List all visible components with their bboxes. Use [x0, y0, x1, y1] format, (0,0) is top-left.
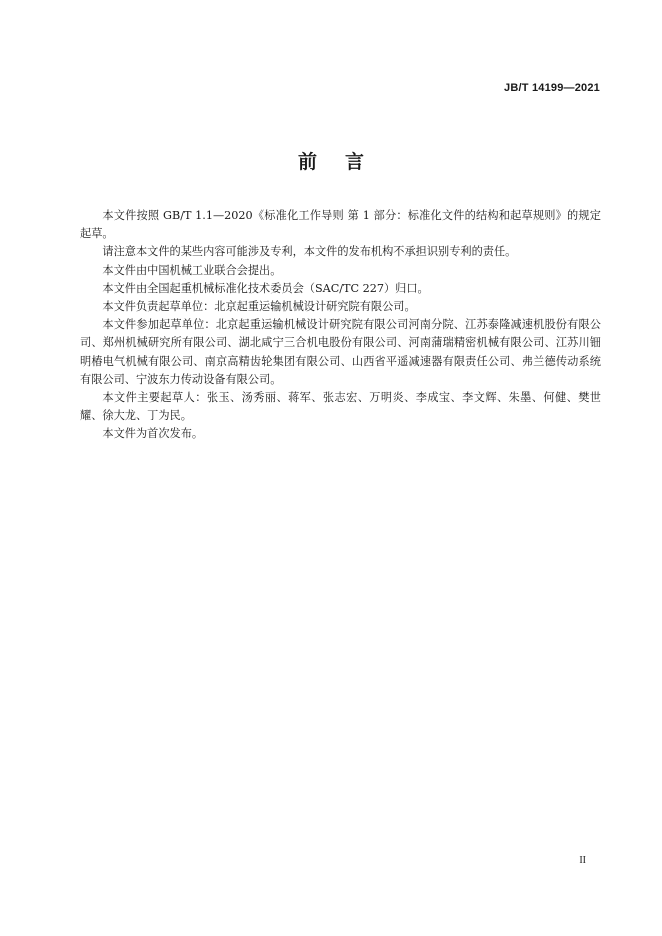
paragraph-first-publication: 本文件为首次发布。 [102, 427, 204, 441]
paragraph-drafting-rules: 本文件按照 GB/T 1.1—2020《标准化工作导则 第 1 部分：标准化文件的结构和起草规则》的规定起草。 [80, 209, 601, 241]
paragraph-main-drafters: 本文件主要起草人：张玉、汤秀丽、蒋军、张志宏、万明炎、李成宝、李文辉、朱墨、何健、樊世耀、徐大龙、丁为民。 [80, 391, 601, 423]
paragraph-proposer: 本文件由中国机械工业联合会提出。 [102, 263, 282, 277]
paragraph-lead-drafter: 本文件负责起草单位：北京起重运输机械设计研究院有限公司。 [102, 300, 416, 314]
standard-code: JB/T 14199—2021 [504, 82, 600, 94]
paragraph-technical-committee: 本文件由全国起重机械标准化技术委员会（SAC/TC 227）归口。 [102, 281, 429, 295]
foreword-body [80, 207, 601, 444]
page-title [0, 147, 662, 174]
paragraph-participating-units: 本文件参加起草单位：北京起重运输机械设计研究院有限公司河南分院、江苏泰隆减速机股份有限公司、郑州机械研究所有限公司、湖北咸宁三合机电股份有限公司、河南蒲瑞精密机械有限公司、江苏川钿明椿电气机械有限公司、南京高精齿轮集团有限公司、山西省平遥减速器有限责任公司、弗兰德传动系统有限公司、宁波东力传动设备有限公司。 [80, 318, 601, 386]
paragraph-patent-notice: 请注意本文件的某些内容可能涉及专利，本文件的发布机构不承担识别专利的责任。 [102, 245, 517, 259]
page-title-char-2: 言 [345, 151, 365, 173]
page-title-char-1: 前 [297, 151, 317, 173]
page-number: II [579, 855, 586, 866]
